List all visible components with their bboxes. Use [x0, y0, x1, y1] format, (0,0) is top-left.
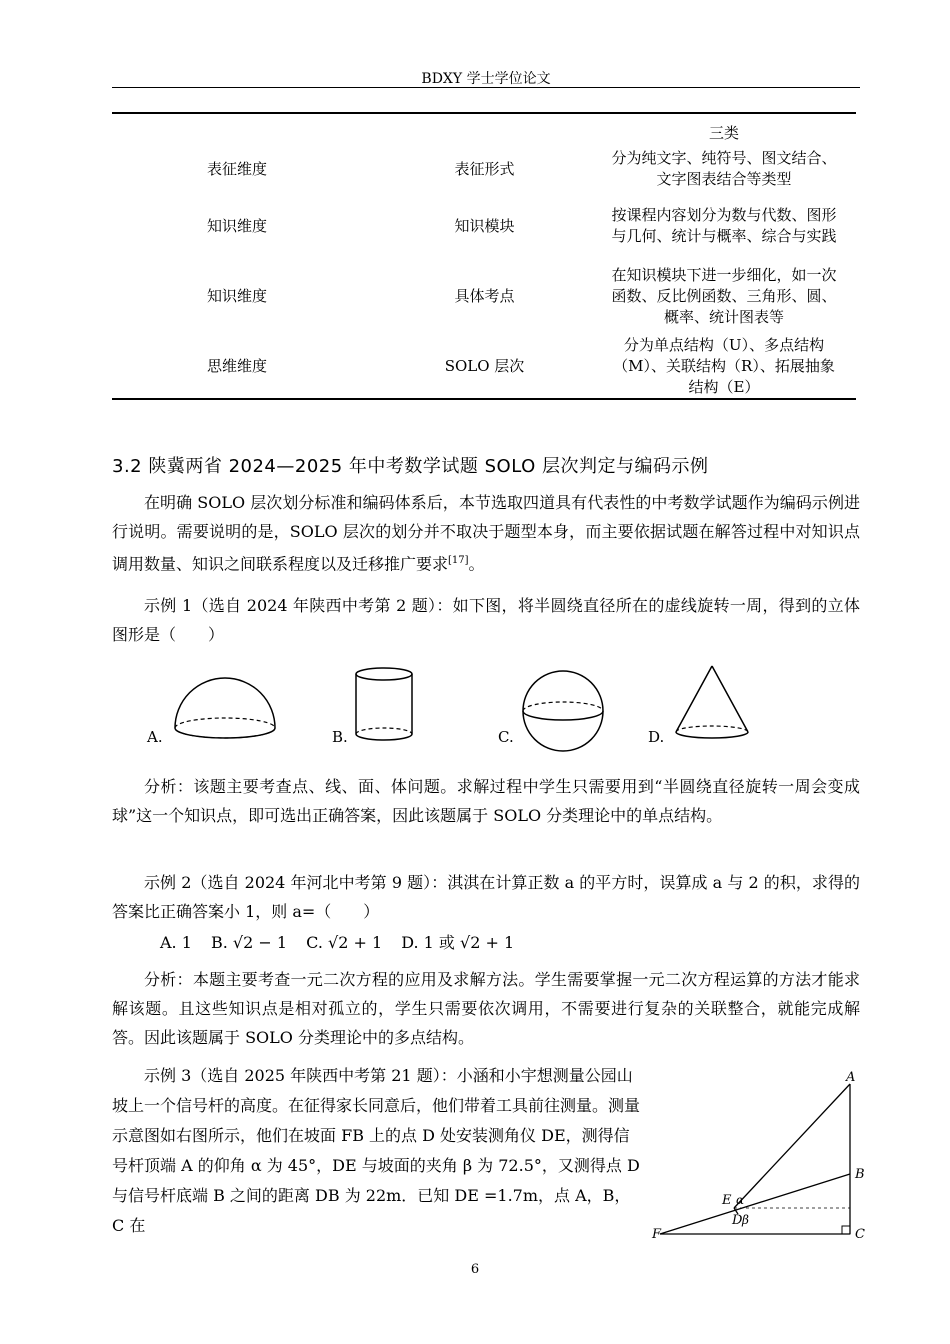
sphere-shape	[520, 668, 606, 754]
table-cell-desc: 三类	[708, 124, 739, 142]
table-row	[112, 144, 856, 194]
table-cell-desc: 分为纯文字、纯符号、图文结合、文字图表结合等类型	[611, 149, 837, 188]
table-cell-desc: 分为单点结构（U）、多点结构（M）、关联结构（R）、拓展抽象结构（E）	[613, 335, 835, 396]
slope-measurement-diagram	[650, 1066, 870, 1246]
option-c: C. √2 + 1	[306, 933, 383, 952]
option-label-b: B.	[332, 728, 348, 746]
table-cell-dimension: 表征维度	[206, 159, 267, 178]
point-b-label: B	[855, 1167, 865, 1182]
alpha-label: α	[736, 1193, 745, 1207]
table-cell-code: 具体考点	[454, 286, 515, 305]
table-row	[112, 194, 856, 258]
option-a: A. 1	[160, 933, 192, 952]
coding-table	[112, 112, 856, 400]
page-number: 6	[470, 1262, 480, 1277]
point-d-label: D	[732, 1213, 743, 1228]
table-row	[112, 114, 856, 144]
running-header: BDXY 学士学位论文	[421, 71, 551, 87]
table-row	[112, 258, 856, 334]
table-cell-dimension: 知识维度	[206, 216, 267, 235]
example-3: 示例 3（选自 2025 年陕西中考第 21 题）：小涵和小宇想测量公园山坡上一个信号杆的高度。在征得家长同意后，他们带着工具前往测量。测量示意图如右图所示，他们在坡面 FB 上的点 D 处安装测角仪 DE，测得信号杆顶端 A 的仰角 α 为 45°，DE 与坡面的夹角 β 为 72.5°，又测得点 D 与信号杆底端 B 之间的距离 DB 为 22m．已知 DE =1.7m，点 A，B，C 在	[112, 1066, 641, 1235]
header-rule	[112, 87, 860, 88]
option-label-d: D.	[648, 728, 665, 746]
beta-label: β	[742, 1213, 749, 1227]
point-f-label: F	[652, 1227, 662, 1242]
solids-figure	[112, 658, 860, 758]
example-1: 示例 1（选自 2024 年陕西中考第 2 题）：如下图，将半圆绕直径所在的虚线旋转一周，得到的立体图形是（ ）	[112, 596, 860, 644]
cone-shape	[672, 664, 752, 750]
table-cell-dimension: 知识维度	[206, 286, 267, 305]
option-label-a: A.	[147, 728, 163, 746]
point-a-label: A	[846, 1070, 856, 1085]
option-d: D. 1 或 √2 + 1	[401, 933, 515, 952]
example-2-options	[160, 930, 528, 953]
point-c-label: C	[855, 1227, 865, 1242]
section-heading: 3.2 陕冀两省 2024—2025 年中考数学试题 SOLO 层次判定与编码示例	[112, 456, 709, 477]
hemisphere-shape	[172, 672, 278, 742]
point-e-label: E	[722, 1193, 732, 1208]
option-label-c: C.	[498, 728, 514, 746]
option-b: B. √2 − 1	[211, 933, 288, 952]
cylinder-shape	[352, 666, 416, 744]
intro-paragraph: 在明确 SOLO 层次划分标准和编码体系后，本节选取四道具有代表性的中考数学试题作为编码示例进行说明。需要说明的是，SOLO 层次的划分并不取决于题型本身，而主要依据试题在解答过程中对知识点调用数量、知识之间联系程度以及迁移推广要求[17]。	[112, 493, 860, 574]
table-cell-desc: 在知识模块下进一步细化，如一次函数、反比例函数、三角形、圆、概率、统计图表等	[611, 265, 837, 326]
table-cell-code: SOLO 层次	[444, 356, 525, 375]
table-cell-desc: 按课程内容划分为数与代数、图形与几何、统计与概率、综合与实践	[611, 206, 837, 245]
table-row	[112, 334, 856, 398]
analysis-1: 分析：该题主要考查点、线、面、体问题。求解过程中学生只需要用到“半圆绕直径旋转一周会变成球”这一个知识点，即可选出正确答案，因此该题属于 SOLO 分类理论中的单点结构。	[112, 777, 860, 825]
table-cell-code: 知识模块	[454, 216, 515, 235]
table-cell-code: 表征形式	[454, 159, 515, 178]
analysis-2: 分析：本题主要考查一元二次方程的应用及求解方法。学生需要掌握一元二次方程运算的方法才能求解该题。且这些知识点是相对孤立的，学生只需要依次调用，不需要进行复杂的关联整合，就能完成解答。因此该题属于 SOLO 分类理论中的多点结构。	[112, 970, 860, 1047]
citation: [17]	[448, 555, 469, 566]
table-cell-dimension: 思维维度	[206, 356, 267, 375]
example-2: 示例 2（选自 2024 年河北中考第 9 题）：淇淇在计算正数 a 的平方时，误算成 a 与 2 的积，求得的答案比正确答案小 1，则 a=（ ）	[112, 873, 860, 921]
